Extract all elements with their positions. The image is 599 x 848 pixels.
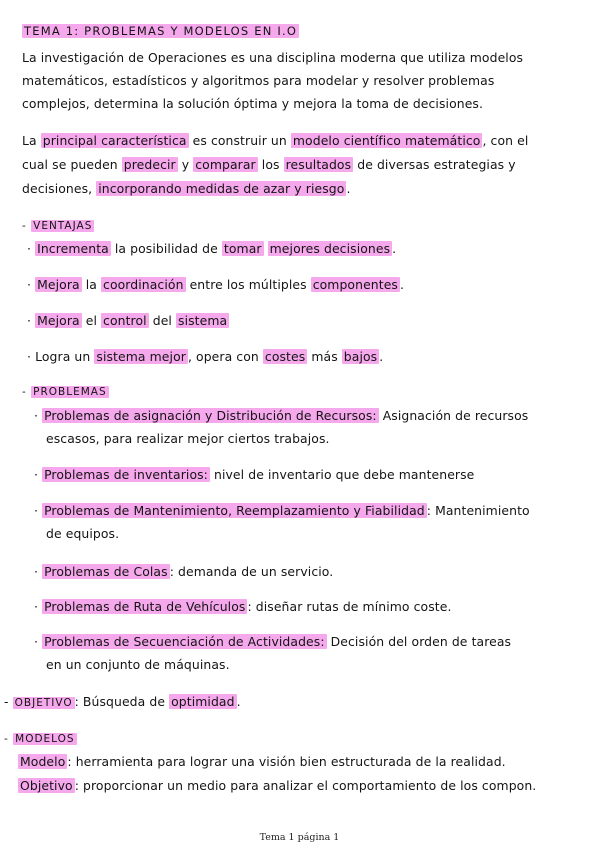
text: decisiones, [22, 181, 97, 196]
highlight: optimidad [171, 694, 235, 709]
highlight: Objetivo [20, 778, 73, 793]
bullet: · [34, 599, 43, 614]
ventaja-item-3 [27, 312, 229, 330]
bullet: · [34, 408, 43, 423]
text: nivel de inventario que debe mantenerse [209, 467, 475, 482]
highlight: costes [264, 349, 306, 364]
highlight: sistema [178, 313, 228, 328]
text: Asignación de recursos [378, 408, 529, 423]
highlight: tomar [223, 241, 262, 256]
text: del [148, 313, 177, 328]
bullet: · [27, 241, 36, 256]
problema-item-6 [34, 633, 511, 651]
highlight: Problemas de inventarios: [44, 467, 208, 482]
text: . [399, 277, 405, 292]
bullet: · [27, 349, 36, 364]
problema-item-5 [34, 598, 452, 616]
problema-item-1 [34, 407, 528, 425]
text: : Mantenimiento [426, 503, 530, 518]
text: : herramienta para lograr una visión bien estructurada de la realidad. [67, 754, 506, 769]
text: y [177, 157, 194, 172]
text: , opera con [187, 349, 263, 364]
problema-item-2 [34, 466, 474, 484]
text: : demanda de un servicio. [169, 564, 334, 579]
text: : diseñar rutas de mínimo coste. [247, 599, 452, 614]
highlight: Problemas de Mantenimiento, Reemplazamiento y Fiabilidad [44, 503, 425, 518]
highlight: componentes [312, 277, 398, 292]
text: los [257, 157, 284, 172]
ventaja-item-4 [27, 348, 383, 366]
ventaja-item-2 [27, 276, 404, 294]
highlight: Modelo [20, 754, 66, 769]
para2-line-3 [22, 180, 350, 198]
heading-highlight: MODELOS [15, 733, 75, 745]
dash: - [4, 733, 14, 745]
bullet: · [34, 503, 43, 518]
problema-item-4 [34, 563, 333, 581]
text: cual se pueden [22, 157, 122, 172]
highlight: resultados [285, 157, 352, 172]
text: la [81, 277, 102, 292]
bullet: · [34, 634, 43, 649]
problema-item-6-cont: en un conjunto de máquinas. [46, 657, 230, 672]
problema-item-3-cont: de equipos. [46, 526, 120, 541]
text: más [307, 349, 342, 364]
page-footer: Tema 1 página 1 [259, 832, 340, 843]
intro-line-1: La investigación de Operaciones es una disciplina moderna que utiliza modelos [22, 50, 524, 65]
text: . [346, 181, 351, 196]
dash: - [4, 694, 13, 709]
highlight: Problemas de Secuenciación de Actividades: [44, 634, 325, 649]
highlight: sistema mejor [96, 349, 186, 364]
highlight: coordinación [103, 277, 184, 292]
highlight: mejores decisiones [269, 241, 391, 256]
para2-line-1 [22, 132, 528, 150]
text: la posibilidad de [110, 241, 222, 256]
text: . [392, 241, 397, 256]
problema-item-1-cont: escasos, para realizar mejor ciertos trabajos. [46, 431, 330, 446]
bullet: · [34, 467, 43, 482]
highlight: Mejora [37, 313, 80, 328]
text: : proporcionar un medio para analizar el comportamiento de los compon. [74, 778, 537, 793]
dash: - [22, 386, 32, 398]
problemas-heading [22, 383, 109, 401]
highlight: principal característica [42, 133, 187, 148]
intro-line-2: matemáticos, estadísticos y algoritmos para modelar y resolver problemas [22, 73, 495, 88]
text: el [81, 313, 102, 328]
intro-line-3: complejos, determina la solución óptima y mejora la toma de decisiones. [22, 96, 484, 111]
page-title [22, 22, 299, 40]
objetivo-definition [18, 777, 536, 795]
text: Decisión del orden de tareas [326, 634, 512, 649]
text: entre los múltiples [185, 277, 311, 292]
highlight: bajos [343, 349, 378, 364]
text: . [236, 694, 241, 709]
objetivo-line [4, 693, 241, 712]
bullet: · [27, 277, 36, 292]
ventaja-item-1 [27, 240, 396, 258]
heading-highlight: OBJETIVO [14, 697, 73, 709]
highlight: Problemas de asignación y Distribución de Recursos: [44, 408, 377, 423]
bullet: · [27, 313, 36, 328]
dash: - [22, 220, 32, 232]
modelo-definition [18, 753, 506, 771]
highlight: incorporando medidas de azar y riesgo [98, 181, 345, 196]
problema-item-3 [34, 502, 530, 520]
text: es construir un [188, 133, 291, 148]
highlight: Mejora [37, 277, 80, 292]
text: Logra un [35, 349, 95, 364]
text: La [22, 133, 41, 148]
highlight: modelo científico matemático [292, 133, 481, 148]
highlight: comparar [195, 157, 256, 172]
heading-highlight: VENTAJAS [33, 220, 93, 232]
title-highlight: TEMA 1: PROBLEMAS Y MODELOS EN I.O [24, 24, 298, 38]
highlight: Incrementa [37, 241, 109, 256]
heading-highlight: PROBLEMAS [33, 386, 107, 398]
highlight: predecir [123, 157, 176, 172]
highlight: Problemas de Colas [44, 564, 168, 579]
ventajas-heading [22, 217, 94, 235]
modelos-heading [4, 730, 77, 748]
highlight: control [103, 313, 147, 328]
highlight: Problemas de Ruta de Vehículos [44, 599, 246, 614]
text: de diversas estrategias y [353, 157, 516, 172]
text: , con el [482, 133, 529, 148]
para2-line-2 [22, 156, 516, 174]
bullet: · [34, 564, 43, 579]
text: : Búsqueda de [74, 694, 170, 709]
text: . [379, 349, 384, 364]
